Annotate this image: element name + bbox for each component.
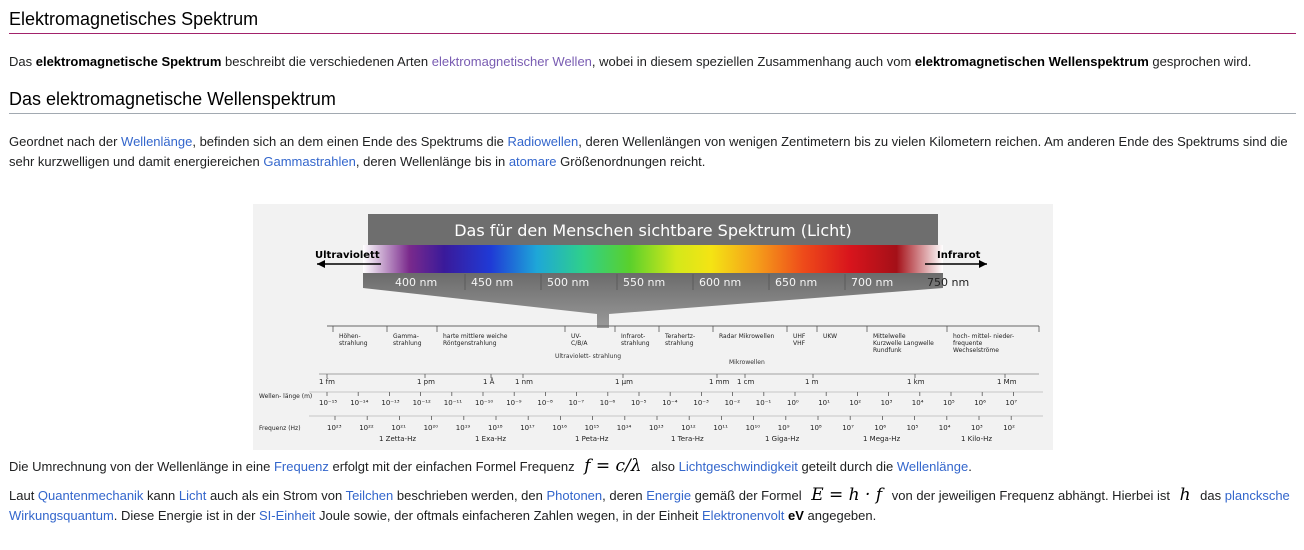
frequency-row-label: Frequenz (Hz) (259, 425, 301, 432)
wavelength-mark: 1 mm (709, 378, 730, 386)
wavelength-exponent: 10⁻⁴ (662, 399, 678, 407)
frequency-exponent: 10¹³ (649, 424, 664, 432)
frequency-unit: 1 Zetta-Hz (379, 435, 417, 443)
wavelength-mark: 1 nm (515, 378, 533, 386)
spectrum-paragraph: Geordnet nach der Wellenlänge, befinden sich an dem einen Ende des Spektrums die Radiowellen, deren Wellenlängen von wenigen Zentimetern bis zu vielen Kilometern reichen. Am anderen Ende des Spektrums sind die sehr kurzwelligen und damit energiereichen Gammastrahlen, deren Wellenlänge bis in atomare Größenordnungen reicht. (9, 134, 1288, 169)
wavelength-exponent: 10⁰ (787, 399, 799, 407)
link-wellenlaenge[interactable]: Wellenlänge (121, 134, 193, 149)
frequency-exponent: 10⁵ (906, 424, 919, 432)
nm-label: 550 nm (623, 276, 666, 289)
link-elektromagnetische-wellen[interactable]: elektromagnetischer Wellen (431, 54, 592, 69)
wavelength-mark: 1 cm (737, 378, 755, 386)
category-label: Infrarot-strahlung (621, 333, 650, 347)
frequency-exponent: 10¹¹ (713, 424, 728, 432)
wavelength-exponent: 10⁻³ (693, 399, 709, 407)
symbol-h: h (1179, 485, 1191, 505)
category-label: Höhen-strahlung (339, 333, 368, 347)
wavelength-exponent: 10⁴ (911, 399, 924, 407)
formula-e-h-f: E = h · f (811, 485, 883, 505)
frequency-unit: 1 Giga-Hz (765, 435, 800, 443)
category-label: Terahertz-strahlung (665, 333, 696, 347)
wavelength-exponent: 10⁵ (943, 399, 955, 407)
nm-label: 450 nm (471, 276, 514, 289)
wavelength-mark: 1 fm (319, 378, 335, 386)
nm-label: 400 nm (395, 276, 438, 289)
frequency-exponent: 10¹² (681, 424, 696, 432)
frequency-exponent: 10¹⁴ (616, 424, 632, 432)
wavelength-mark: 1 m (805, 378, 819, 386)
link-atomare[interactable]: atomare (508, 154, 557, 169)
category-label: Radar Mikrowellen (719, 333, 775, 340)
wavelength-mark: 1 µm (615, 378, 633, 386)
page-title: Elektromagnetisches Spektrum (9, 8, 1296, 34)
frequency-unit: 1 Mega-Hz (863, 435, 901, 443)
wavelength-mark: 1 km (907, 378, 925, 386)
wavelength-mark: 1 pm (417, 378, 435, 386)
link-wellenlaenge-2[interactable]: Wellenlänge (896, 459, 969, 474)
category-label: UKW (823, 333, 838, 340)
photon-energy-paragraph: Laut Quantenmechanik kann Licht auch als ein Strom von Teilchen beschrieben werden, den Photonen, deren Energie gemäß der Formel E = h · f von der jeweiligen Frequenz abhängt. Hierbei ist h das plancksche Wirkungsquantum. Diese Energie ist in der SI-Einheit Joule sowie, der oftmals einfacheren Zahlen wegen, in der Einheit Elektronenvolt eV angegeben. (9, 485, 1290, 523)
frequency-unit: 1 Peta-Hz (575, 435, 609, 443)
link-photonen[interactable]: Photonen (546, 488, 603, 503)
category-label: harte mittlere weiche Röntgenstrahlung (443, 333, 508, 347)
label-infrarot: Infrarot (937, 250, 981, 261)
wavelength-exponent: 10³ (880, 399, 893, 407)
link-quantenmechanik[interactable]: Quantenmechanik (37, 488, 144, 503)
nm-label: 500 nm (547, 276, 590, 289)
frequency-exponent: 10²⁰ (423, 424, 439, 432)
wavelength-mark: 1 Å (483, 378, 495, 386)
frequency-exponent: 10⁸ (810, 424, 822, 432)
formula-frequency-paragraph: Die Umrechnung von der Wellenlänge in eine Frequenz erfolgt mit der einfachen Formel Frequenz f = c/λ also Lichtgeschwindigkeit geteilt durch die Wellenlänge. (9, 456, 972, 476)
frequency-exponent: 10²² (359, 424, 374, 432)
category-label: UHF VHF (793, 333, 806, 347)
wavelength-exponent: 10⁻⁵ (631, 399, 647, 407)
frequency-exponent: 10²¹ (391, 424, 406, 432)
frequency-exponent: 10¹⁹ (455, 424, 471, 432)
wavelength-exponent: 10⁶ (974, 399, 986, 407)
wavelength-exponent: 10⁻¹ (755, 399, 772, 407)
category-label: Mittelwelle Kurzwelle Langwelle Rundfunk (873, 333, 934, 354)
nm-label: 650 nm (775, 276, 818, 289)
category-label: Gamma-strahlung (393, 333, 422, 347)
wavelength-exponent: 10⁻⁷ (568, 399, 585, 407)
wavelength-exponent: 10⁻¹⁵ (319, 399, 338, 407)
frequency-unit: 1 Exa-Hz (475, 435, 506, 443)
frequency-unit: 1 Kilo-Hz (961, 435, 993, 443)
intro-paragraph: Das elektromagnetische Spektrum beschreibt die verschiedenen Arten elektromagnetischer Wellen, wobei in diesem speziellen Zusammenhang auch vom elektromagnetischen Wellenspektrum gesprochen wird. (9, 54, 1252, 69)
frequency-exponent: 10³ (971, 424, 983, 432)
link-energie[interactable]: Energie (646, 488, 692, 503)
frequency-exponent: 10¹⁰ (745, 424, 761, 432)
frequency-exponent: 10⁶ (874, 424, 887, 432)
banner-title: Das für den Menschen sichtbare Spektrum (Licht) (454, 221, 852, 240)
wavelength-exponent: 10⁻¹³ (381, 399, 400, 407)
frequency-exponent: 10⁴ (938, 424, 951, 432)
unit-ev: eV (788, 508, 804, 523)
frequency-exponent: 10⁷ (842, 424, 854, 432)
link-si-einheit[interactable]: SI-Einheit (259, 508, 316, 523)
wavelength-exponent: 10² (849, 399, 862, 407)
category-label: UV-C/B/A (571, 333, 588, 347)
frequency-exponent: 10¹⁵ (584, 424, 600, 432)
link-elektronenvolt[interactable]: Elektronenvolt (702, 508, 785, 523)
frequency-exponent: 10²³ (327, 424, 342, 432)
wavelength-exponent: 10⁻⁶ (599, 399, 616, 407)
visible-spectrum-band (363, 245, 943, 273)
wavelength-exponent: 10⁻² (724, 399, 741, 407)
link-licht[interactable]: Licht (178, 488, 207, 503)
wavelength-mark: 1 Mm (997, 378, 1017, 386)
link-gammastrahlen[interactable]: Gammastrahlen (263, 154, 356, 169)
link-frequenz[interactable]: Frequenz (273, 459, 329, 474)
nm-label: 750 nm (927, 276, 970, 289)
link-plancksches-wirkungsquantum[interactable]: plancksche Wirkungsquantum (9, 488, 1290, 523)
frequency-exponent: 10¹⁸ (488, 424, 503, 432)
wavelength-exponent: 10⁻¹⁰ (475, 399, 494, 407)
frequency-exponent: 10¹⁷ (520, 424, 535, 432)
wavelength-row-label: Wellen- länge (m) (259, 393, 313, 400)
link-radiowellen[interactable]: Radiowellen (507, 134, 579, 149)
formula-f-c-lambda: f = c/λ (584, 456, 642, 476)
label-ultraviolett: Ultraviolett (315, 250, 380, 261)
wavelength-exponent: 10⁻¹² (412, 399, 431, 407)
frequency-unit: 1 Tera-Hz (671, 435, 704, 443)
nm-label: 700 nm (851, 276, 894, 289)
spectrum-figure[interactable] (253, 204, 1053, 450)
link-lichtgeschwindigkeit[interactable]: Lichtgeschwindigkeit (678, 459, 798, 474)
wavelength-exponent: 10⁻¹⁴ (350, 399, 369, 407)
frequency-exponent: 10¹⁶ (552, 424, 567, 432)
frequency-exponent: 10⁹ (777, 424, 790, 432)
uv-sub-label: Ultraviolett- strahlung (555, 353, 622, 360)
category-label: hoch- mittel- nieder-frequente Wechselströme (953, 333, 1015, 354)
mw-sub-label: Mikrowellen (729, 359, 765, 366)
wavelength-exponent: 10¹ (818, 399, 830, 407)
wavelength-exponent: 10⁻⁹ (506, 399, 522, 407)
section-heading: Das elektromagnetische Wellenspektrum (9, 88, 1296, 114)
frequency-exponent: 10² (1003, 424, 1015, 432)
wavelength-exponent: 10⁻¹¹ (443, 399, 463, 407)
wavelength-exponent: 10⁷ (1005, 399, 1018, 407)
wavelength-exponent: 10⁻⁸ (537, 399, 553, 407)
nm-label: 600 nm (699, 276, 742, 289)
link-teilchen[interactable]: Teilchen (345, 488, 394, 503)
